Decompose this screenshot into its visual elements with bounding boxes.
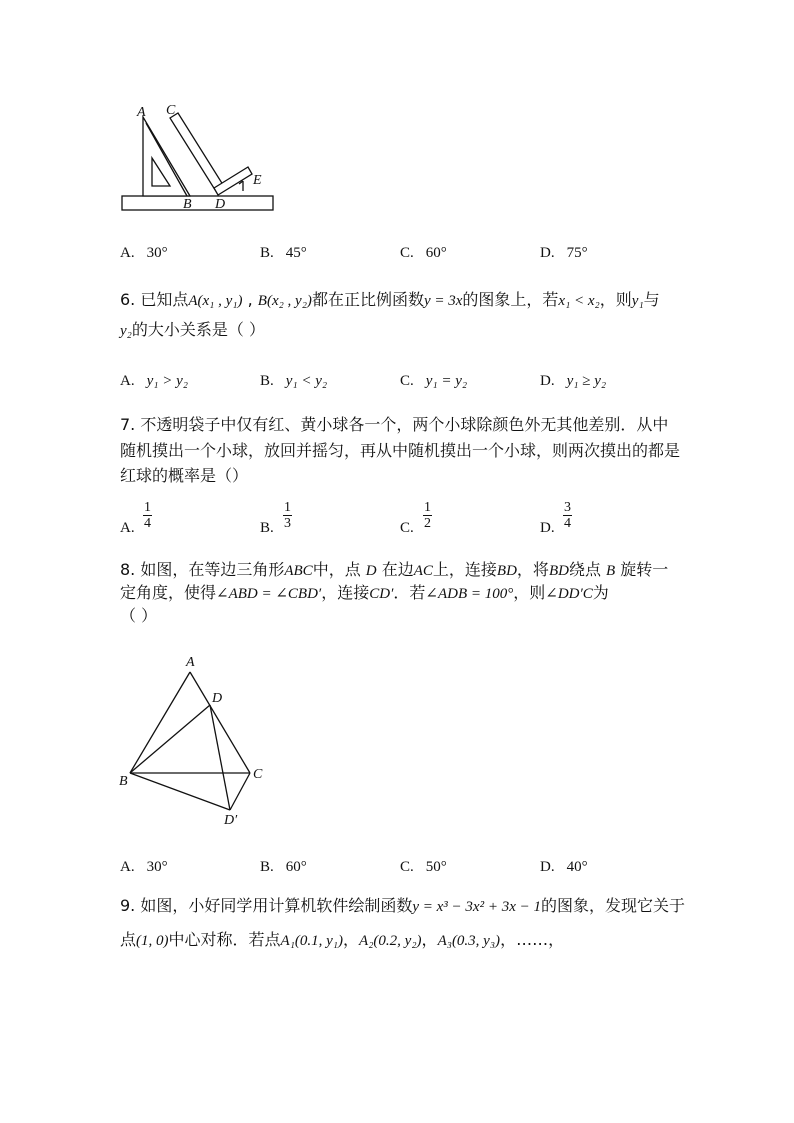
q8-text: 定角度，使得	[120, 583, 217, 602]
q9-math: A₁(0.1, y₁)	[280, 933, 344, 949]
segment-cd-prime	[230, 773, 250, 810]
label-d-prime: D′	[224, 813, 238, 828]
option-key: A.	[120, 520, 135, 536]
q8-math: D	[365, 563, 377, 579]
q8-triangle-figure	[110, 650, 280, 830]
q7-option-a-key[interactable]	[120, 516, 135, 539]
q9-line-1	[120, 895, 685, 918]
q6-text: 都在正比例函数	[311, 290, 424, 309]
option-value: 60°	[425, 245, 447, 261]
option-key: D.	[540, 859, 555, 875]
q9-text: 中心对称．若点	[168, 930, 281, 949]
q8-math: ABC	[284, 563, 313, 579]
denominator: 2	[424, 516, 431, 531]
q8-option-d[interactable]	[540, 855, 588, 878]
q9-text: 的图象，发现它关于	[540, 896, 685, 915]
segment-bd-prime	[130, 773, 230, 810]
q7-option-b-key[interactable]	[260, 516, 274, 539]
q5-option-d[interactable]	[540, 241, 588, 264]
q9-text: ，……，	[500, 930, 565, 949]
q8-text: 为	[592, 583, 609, 602]
q8-text: 上，连接	[432, 560, 497, 579]
q9-math: (1, 0)	[136, 933, 169, 949]
q8-text: 中，点	[312, 560, 366, 579]
option-key: D.	[540, 520, 555, 536]
q8-text: ．若	[393, 583, 426, 602]
q6-line-1	[120, 289, 660, 312]
q8-math: AC	[413, 563, 433, 579]
denominator: 3	[284, 516, 291, 531]
q8-math: BD	[548, 563, 569, 579]
option-key: B.	[260, 245, 274, 261]
option-value: 50°	[425, 859, 447, 875]
segment-ab	[130, 672, 190, 773]
q6-text: ,	[242, 290, 258, 309]
q6-math: A(x₁ , y₁)	[188, 293, 243, 309]
q6-math: y = 3x	[423, 293, 463, 309]
option-value: 60°	[285, 859, 307, 875]
q9-text: 点	[120, 930, 137, 949]
q6-text: 6. 已知点	[120, 290, 189, 309]
label-c: C	[253, 767, 263, 782]
label-a: A	[186, 655, 195, 670]
q6-option-d[interactable]	[540, 369, 606, 392]
numerator: 3	[564, 500, 571, 515]
q9-text: ，	[343, 930, 360, 949]
q7-line-1: 7. 不透明袋子中仅有红、黄小球各一个，两个小球除颜色外无其他差别．从中	[120, 415, 669, 434]
denominator: 4	[564, 516, 571, 531]
q7-option-d-fraction	[563, 500, 572, 531]
q6-math: y₂	[120, 323, 132, 339]
q6-option-b[interactable]	[260, 369, 327, 392]
option-key: C.	[400, 520, 414, 536]
label-d: D	[215, 197, 226, 212]
option-key: A.	[120, 373, 135, 389]
option-key: D.	[540, 373, 555, 389]
q8-line-1	[120, 559, 668, 582]
segment-dd-prime	[210, 705, 230, 810]
option-key: B.	[260, 520, 274, 536]
label-e: E	[253, 173, 262, 188]
q8-text: 8. 如图，在等边三角形	[120, 560, 285, 579]
q6-text: 与	[643, 290, 660, 309]
q7-option-c-key[interactable]	[400, 516, 414, 539]
label-d: D	[212, 691, 223, 706]
q6-text: ，则	[599, 290, 632, 309]
q6-math: B(x₂ , y₂)	[257, 293, 312, 309]
q8-text: 在边	[376, 560, 414, 579]
option-key: A.	[120, 245, 135, 261]
q7-line-3: 红球的概率是（）	[120, 466, 249, 485]
numerator: 1	[284, 500, 291, 515]
denominator: 4	[144, 516, 151, 531]
q7-option-c-fraction	[423, 500, 432, 531]
label-b: B	[119, 774, 128, 789]
option-key: C.	[400, 245, 414, 261]
numerator: 1	[144, 500, 151, 515]
option-value: y₁ > y₂	[146, 373, 188, 389]
q7-option-d-key[interactable]	[540, 516, 555, 539]
q5-option-a[interactable]	[120, 241, 168, 264]
option-value: 30°	[146, 245, 168, 261]
q5-option-b[interactable]	[260, 241, 307, 264]
q8-line-3: （ ）	[120, 606, 158, 625]
q8-text: 绕点	[568, 560, 607, 579]
segment-bd	[130, 705, 210, 773]
q5-option-c[interactable]	[400, 241, 447, 264]
numerator: 1	[424, 500, 431, 515]
option-value: y₁ = y₂	[425, 373, 468, 389]
q6-option-c[interactable]	[400, 369, 467, 392]
q8-math: BD	[496, 563, 517, 579]
option-value: 45°	[285, 245, 307, 261]
option-key: B.	[260, 859, 274, 875]
q8-text: ，将	[516, 560, 549, 579]
q5-ruler-figure	[110, 95, 285, 220]
q8-option-a[interactable]	[120, 855, 168, 878]
q9-math: A₃(0.3, y₃)	[437, 933, 501, 949]
q8-math: ∠ABD = ∠CBD′	[216, 586, 322, 602]
label-b: B	[183, 197, 192, 212]
q8-math: CD′	[369, 586, 394, 602]
q8-text: ，连接	[321, 583, 370, 602]
q8-math: ∠DD′C	[545, 586, 593, 602]
q7-option-b-fraction	[283, 500, 292, 531]
q9-line-2	[120, 929, 564, 952]
q6-text: 的大小关系是（ ）	[131, 320, 265, 339]
option-value: 30°	[146, 859, 168, 875]
q8-line-2	[120, 582, 609, 605]
q8-math: ∠ADB = 100°	[425, 586, 514, 602]
q6-line-2	[120, 319, 265, 342]
q7-line-2: 随机摸出一个小球，放回并摇匀，再从中随机摸出一个小球，则两次摸出的都是	[120, 441, 681, 460]
q9-text: 9. 如图，小好同学用计算机软件绘制函数	[120, 896, 413, 915]
option-value: 40°	[566, 859, 588, 875]
q8-option-c[interactable]	[400, 855, 447, 878]
q9-math: A₂(0.2, y₂)	[359, 933, 422, 949]
option-value: 75°	[566, 245, 588, 261]
option-key: D.	[540, 245, 555, 261]
q8-text: ，则	[513, 583, 546, 602]
q9-text: ，	[421, 930, 438, 949]
q8-option-b[interactable]	[260, 855, 307, 878]
option-key: B.	[260, 373, 274, 389]
base-ruler	[122, 196, 273, 210]
q7-option-a-fraction	[143, 500, 152, 531]
q8-text: 旋转一	[615, 560, 669, 579]
option-value: y₁ < y₂	[285, 373, 328, 389]
option-key: A.	[120, 859, 135, 875]
q6-math: x₁ < x₂	[558, 293, 600, 309]
q8-math: B	[606, 563, 616, 579]
option-value: y₁ ≥ y₂	[566, 373, 607, 389]
q6-option-a[interactable]	[120, 369, 188, 392]
option-key: C.	[400, 373, 414, 389]
label-c: C	[166, 103, 176, 118]
q9-math: y = x³ − 3x² + 3x − 1	[412, 899, 541, 915]
q6-math: y₁	[631, 293, 644, 309]
label-a: A	[137, 105, 146, 120]
q6-text: 的图象上，若	[462, 290, 559, 309]
option-key: C.	[400, 859, 414, 875]
